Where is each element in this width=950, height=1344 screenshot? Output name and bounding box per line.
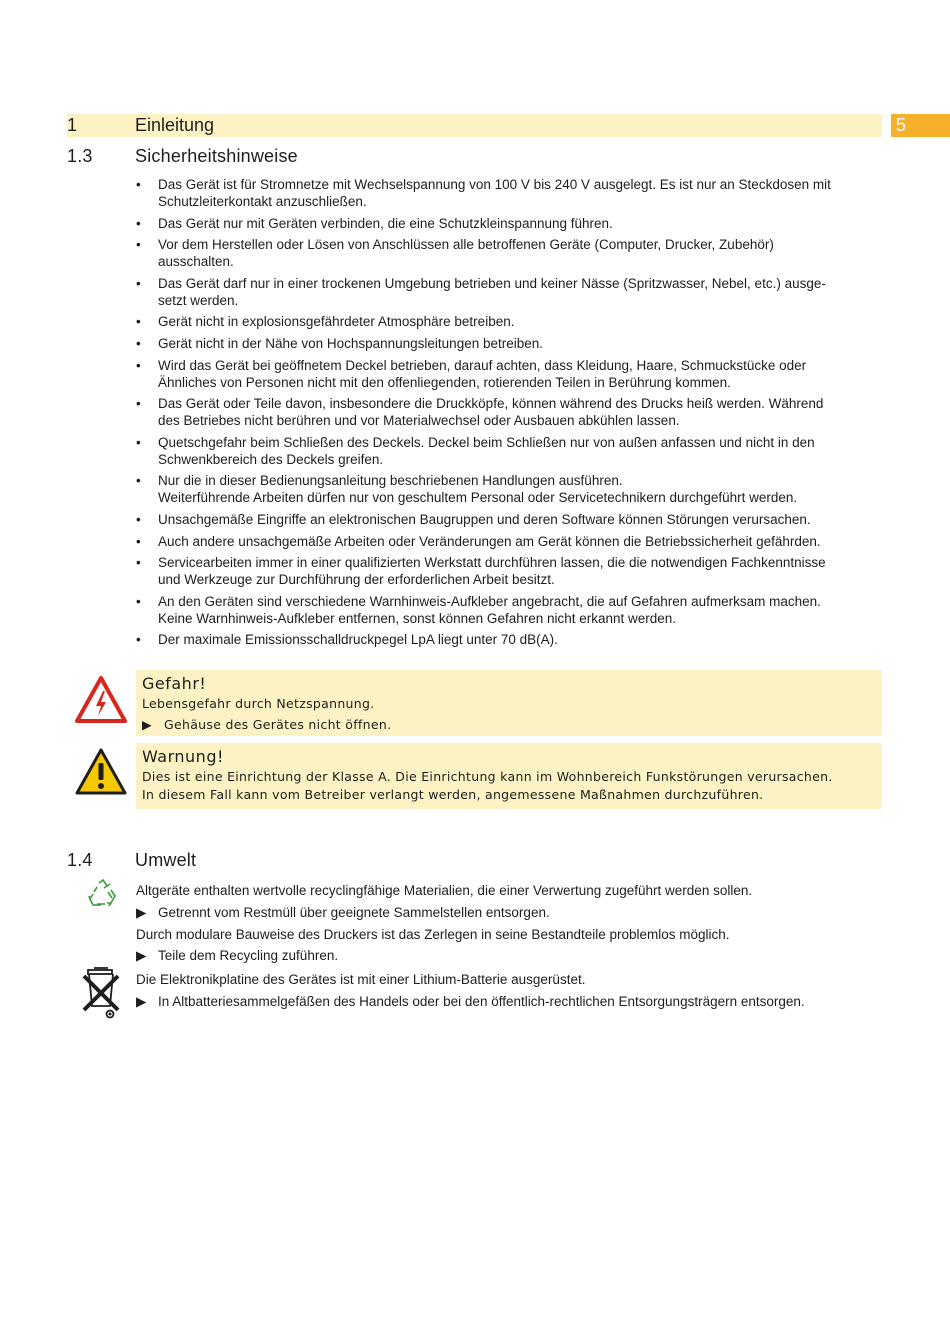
list-item: • Vor dem Herstellen oder Lösen von Anschlüssen alle betroffenen Geräte (Computer, Drucker, Zubehör) ausschalten.: [136, 236, 876, 270]
danger-notice: [136, 670, 882, 736]
list-item: • Das Gerät nur mit Geräten verbinden, die eine Schutzkleinspannung führen.: [136, 215, 876, 232]
page-tab: [891, 114, 950, 137]
list-item: • Gerät nicht in der Nähe von Hochspannungsleitungen betreiben.: [136, 335, 876, 352]
env-text-2: Durch modulare Bauweise des Druckers ist das Zerlegen in seine Bestandteile problemlos möglich.: [136, 927, 730, 942]
list-item: • Das Gerät darf nur in einer trockenen Umgebung betrieben und keiner Nässe (Spritzwasser, Nebel, etc.) ausge- setzt werden.: [136, 275, 876, 309]
list-item: • Auch andere unsachgemäße Arbeiten oder Veränderungen am Gerät können die Betriebssicherheit gefährden.: [136, 533, 876, 550]
electric-danger-icon: [74, 675, 128, 725]
list-item: • Der maximale Emissionsschalldruckpegel LpA liegt unter 70 dB(A).: [136, 631, 876, 648]
chapter-number: 1: [67, 115, 78, 135]
crossed-bin-icon: [80, 966, 122, 1020]
page-number: 5: [896, 115, 907, 135]
section-number: 1.3: [67, 146, 93, 166]
warning-title: Warnung!: [142, 747, 224, 766]
danger-action: ▶ Gehäuse des Gerätes nicht öffnen.: [142, 717, 392, 732]
warning-icon: [74, 747, 128, 797]
env-text-1: Altgeräte enthalten wertvolle recyclingfähige Materialien, die einer Verwertung zugeführt werden sollen.: [136, 883, 753, 898]
danger-title: Gefahr!: [142, 674, 207, 693]
recycling-icon: [87, 878, 119, 910]
arrow-right-icon: ▶: [136, 948, 147, 963]
env-action-1: ▶ Getrennt vom Restmüll über geeignete Sammelstellen entsorgen.: [136, 905, 550, 920]
arrow-right-icon: ▶: [136, 994, 147, 1009]
list-item: • Das Gerät ist für Stromnetze mit Wechselspannung von 100 V bis 240 V ausgelegt. Es ist nur an Steckdosen mit Schutzleiterkontakt anzuschließen.: [136, 176, 876, 210]
list-item: • Unsachgemäße Eingriffe an elektronischen Baugruppen und deren Software können Störungen verursachen.: [136, 511, 876, 528]
env-text-3: Die Elektronikplatine des Gerätes ist mit einer Lithium-Batterie ausgerüstet.: [136, 972, 586, 987]
warning-notice: [136, 743, 882, 809]
danger-text: Lebensgefahr durch Netzspannung.: [142, 696, 375, 711]
list-item: • Das Gerät oder Teile davon, insbesondere die Druckköpfe, können während des Drucks heiß werden. Während des Betriebes nicht berühren und vor Materialwechsel oder Ausbauen abkühlen lassen.: [136, 395, 876, 429]
list-item: • Quetschgefahr beim Schließen des Deckels. Deckel beim Schließen nur von außen anfassen und nicht in den Schwenkbereich des Deckels greifen.: [136, 434, 876, 468]
list-item: • An den Geräten sind verschiedene Warnhinweis-Aufkleber angebracht, die auf Gefahren aufmerksam machen. Keine Warnhinweis-Aufkleber entfernen, sonst können Gefahren nicht erkannt werden.: [136, 593, 876, 627]
arrow-right-icon: ▶: [136, 905, 147, 920]
arrow-right-icon: ▶: [142, 717, 152, 732]
list-item: • Servicearbeiten immer in einer qualifizierten Werkstatt durchführen lassen, die die notwendigen Fachkenntnisse und Werkzeuge zur Durchführung der erforderlichen Arbeit besitzt.: [136, 554, 876, 588]
warning-text-line2: In diesem Fall kann vom Betreiber verlangt werden, angemessene Maßnahmen durchzuführen.: [142, 787, 764, 802]
env-action-2: ▶ Teile dem Recycling zuführen.: [136, 948, 339, 963]
env-action-3: ▶ In Altbatteriesammelgefäßen des Handels oder bei den öffentlich-rechtlichen Entsorgungsträgern entsorgen.: [136, 994, 805, 1009]
section-title: Umwelt: [135, 850, 197, 870]
list-item: • Gerät nicht in explosionsgefährdeter Atmosphäre betreiben.: [136, 313, 876, 330]
safety-bullet-list: [136, 176, 876, 653]
chapter-header: [67, 114, 882, 137]
section-title: Sicherheitshinweise: [135, 146, 298, 166]
list-item: • Nur die in dieser Bedienungsanleitung beschriebenen Handlungen ausführen. Weiterführende Arbeiten dürfen nur von geschultem Personal oder Servicetechnikern durchgeführt werden.: [136, 472, 876, 506]
section-number: 1.4: [67, 850, 93, 870]
list-item: • Wird das Gerät bei geöffnetem Deckel betrieben, darauf achten, dass Kleidung, Haare, Schmuckstücke oder Ähnliches von Personen nicht mit den offenliegenden, rotierenden Teilen in Berührung kommen.: [136, 357, 876, 391]
chapter-title: Einleitung: [135, 115, 215, 135]
warning-text-line1: Dies ist eine Einrichtung der Klasse A. Die Einrichtung kann im Wohnbereich Funkstörungen verursachen.: [142, 769, 833, 784]
